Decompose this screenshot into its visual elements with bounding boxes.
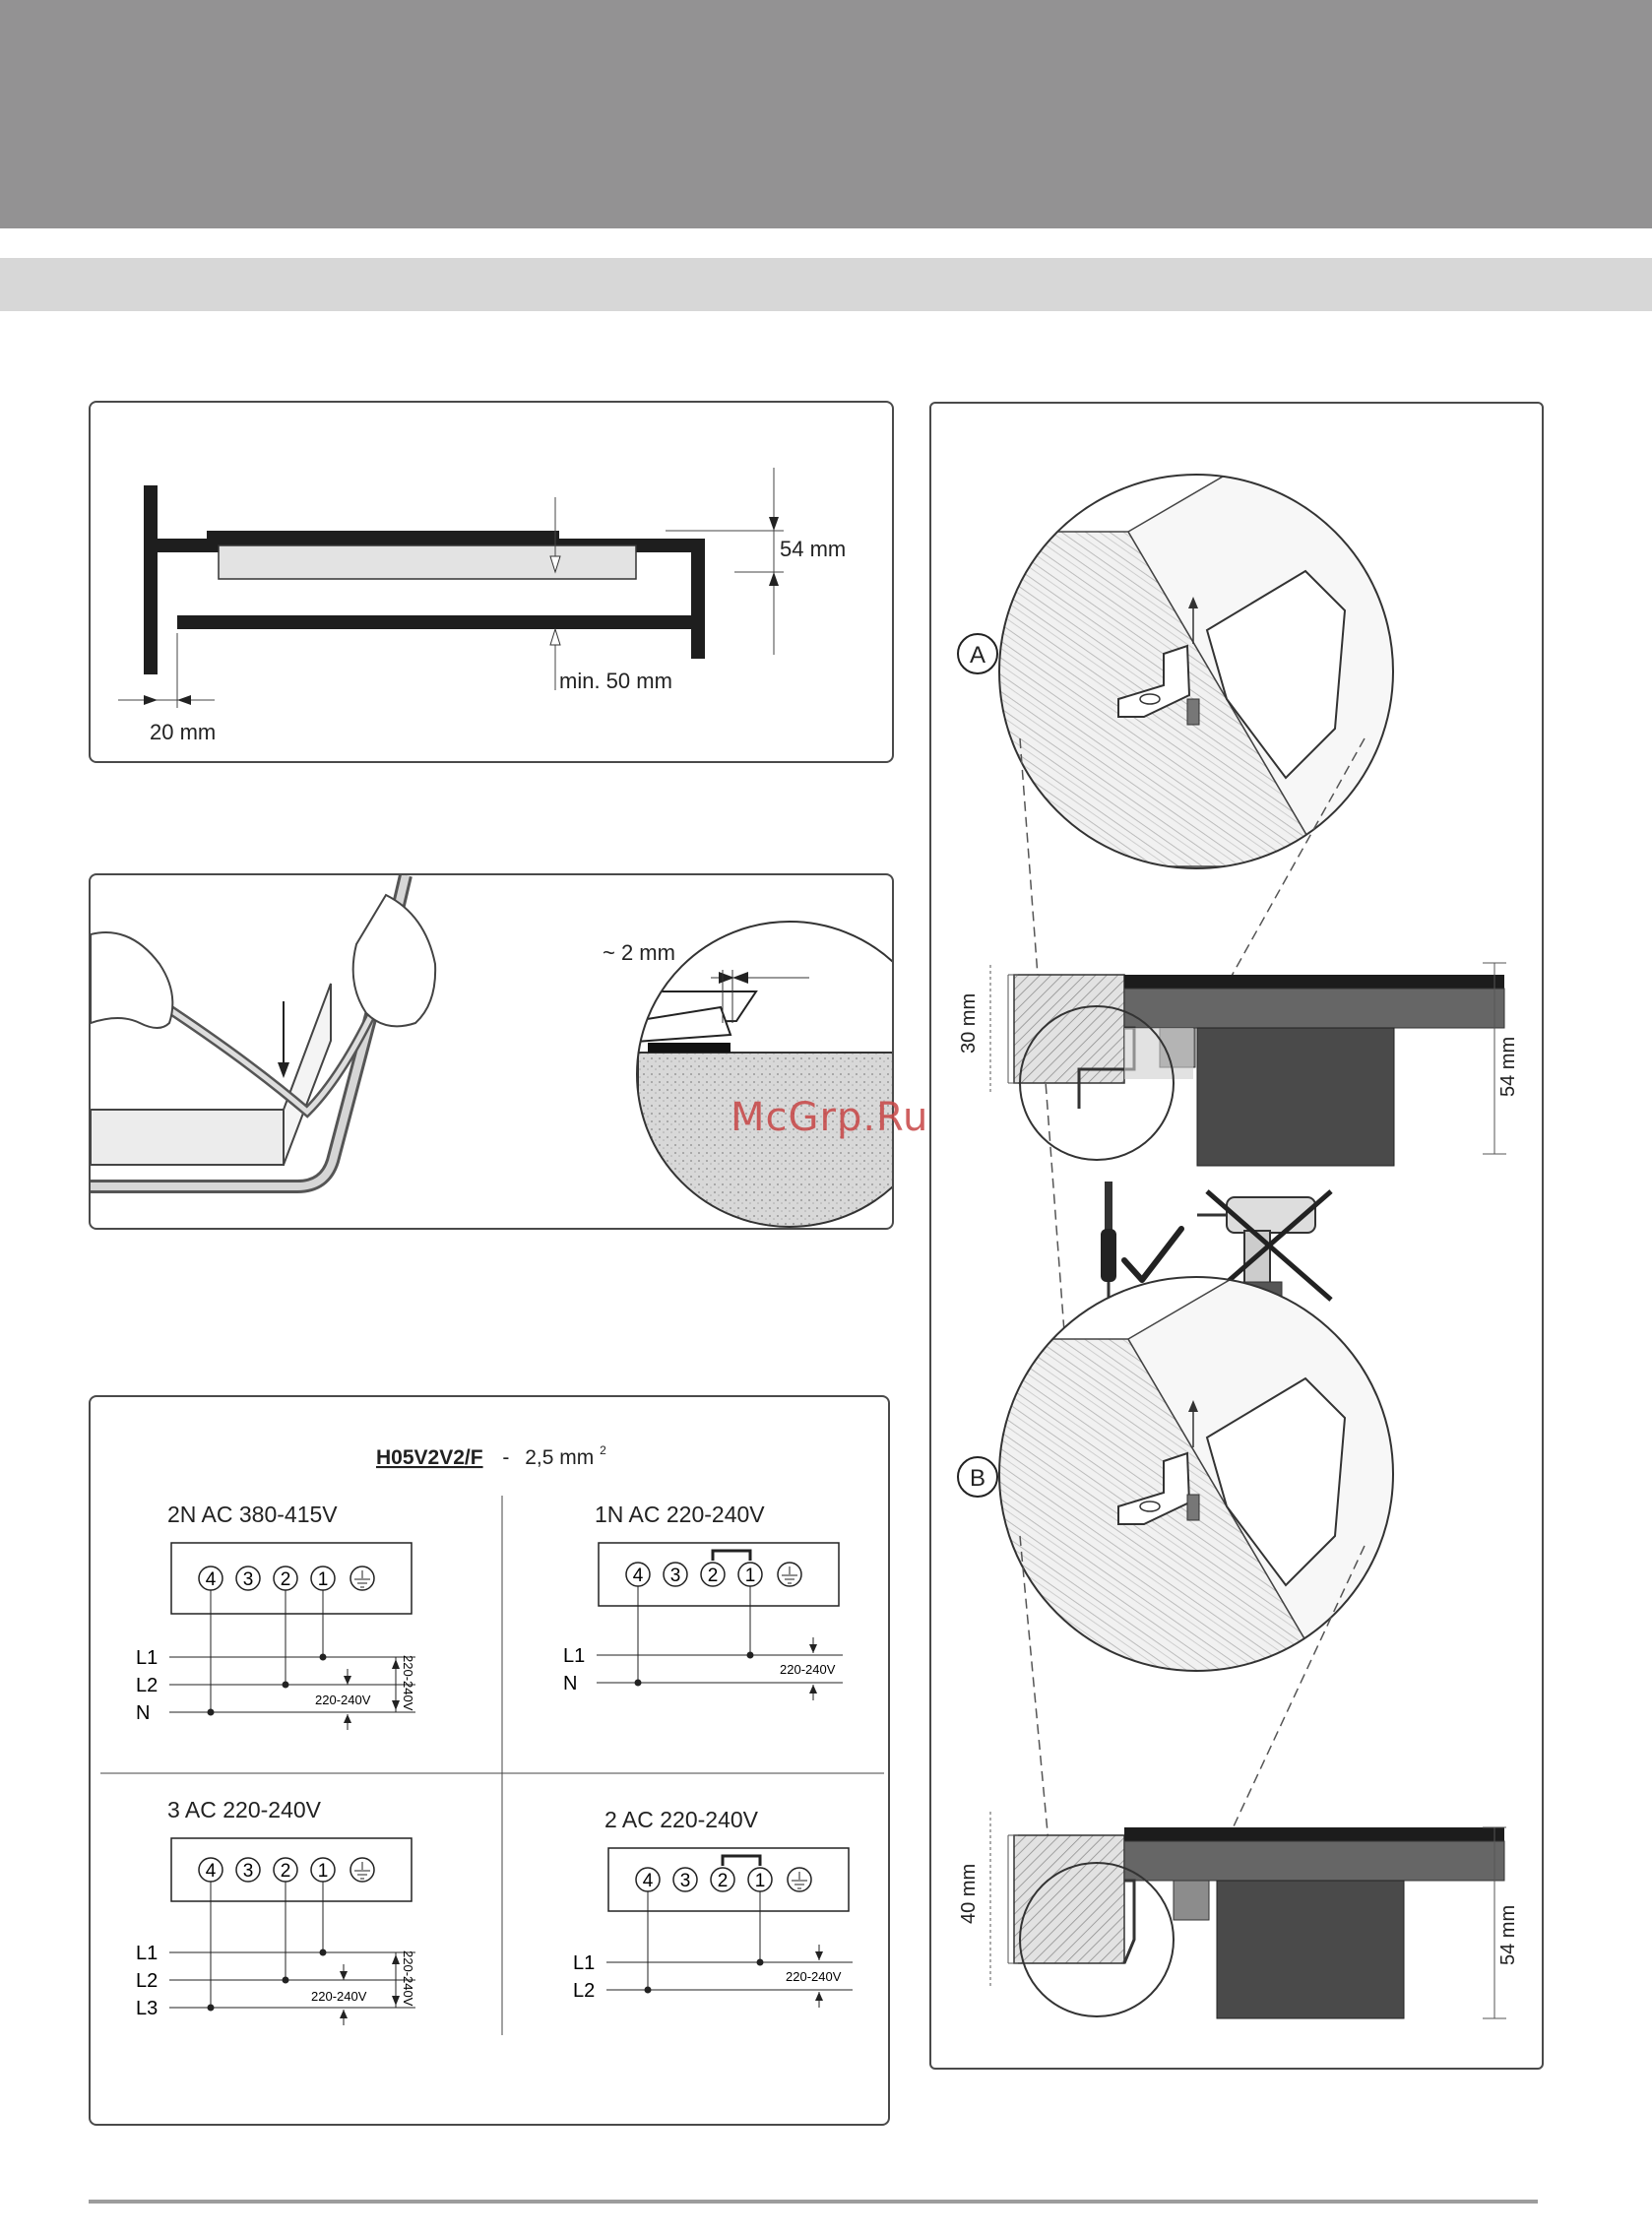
terminal-4: [199, 1858, 222, 1882]
terminal-1: [738, 1563, 762, 1586]
height-54mm-label: 54 mm: [780, 537, 847, 561]
wiring-diagram-1n-ac: [563, 1502, 843, 1700]
svg-text:4: 4: [205, 1569, 217, 1590]
voltage-label: 220-240V: [401, 1655, 415, 1711]
svg-text:1: 1: [744, 1566, 756, 1586]
line-label: L3: [136, 1998, 159, 2019]
cable-section: 2,5 mm: [525, 1446, 595, 1469]
wiring-diagrams: [91, 1397, 888, 2124]
svg-text:2: 2: [280, 1569, 291, 1590]
svg-text:4: 4: [205, 1861, 217, 1882]
terminal-3: [236, 1566, 260, 1590]
seal-diagram: [91, 875, 892, 1228]
svg-text:1: 1: [317, 1569, 329, 1590]
terminal-2: [701, 1563, 725, 1586]
svg-text:H05V2V2/F - 2,5 mm: [376, 1443, 606, 1469]
checkmark-icon: [1124, 1229, 1181, 1280]
terminal-4: [636, 1868, 660, 1891]
svg-text:3: 3: [669, 1566, 681, 1586]
line-label: L2: [136, 1675, 159, 1696]
terminal-1: [311, 1858, 335, 1882]
detail-a-marker: [958, 634, 997, 673]
detail-a-zoom: [990, 463, 1404, 876]
detail-b-zoom: [990, 1270, 1404, 1684]
line-label: N: [136, 1702, 151, 1724]
diagram-title: 2 AC 220-240V: [604, 1807, 759, 1832]
a-depth-label: 30 mm: [958, 992, 980, 1054]
terminal-4: [199, 1566, 222, 1590]
header-band: [0, 0, 1652, 228]
diagram-title: 3 AC 220-240V: [167, 1797, 322, 1822]
terminal-2: [274, 1566, 297, 1590]
footer-divider: [89, 2200, 1538, 2204]
wiring-diagram-2n-ac: [136, 1502, 415, 1730]
line-label: L1: [563, 1645, 586, 1667]
line-label: L2: [573, 1980, 596, 2002]
svg-text:2: 2: [717, 1871, 729, 1891]
diagram-title: 1N AC 220-240V: [595, 1502, 765, 1527]
terminal-3: [673, 1868, 697, 1891]
brackets-panel: [929, 402, 1544, 2070]
side-gap-label: 20 mm: [150, 720, 217, 744]
cable-separator: -: [502, 1446, 510, 1469]
detail-b-marker: [958, 1457, 997, 1497]
brackets-diagram: [931, 404, 1542, 2068]
terminal-3: [664, 1563, 687, 1586]
svg-text:1: 1: [317, 1861, 329, 1882]
diagram-title: 2N AC 380-415V: [167, 1502, 338, 1527]
min-clearance-label: min. 50 mm: [559, 669, 672, 693]
ground-icon: [350, 1858, 374, 1882]
ground-icon: [788, 1868, 811, 1891]
svg-text:3: 3: [242, 1861, 254, 1882]
cable-spec: H05V2V2/F: [376, 1446, 483, 1469]
cable-section-sup: 2: [600, 1443, 606, 1457]
voltage-label: 220-240V: [315, 1693, 371, 1707]
ground-icon: [350, 1566, 374, 1590]
terminal-2: [274, 1858, 297, 1882]
detail-b-label: B: [969, 1465, 986, 1492]
watermark: McGrp.Ru: [731, 1095, 929, 1140]
wiring-panel: [89, 1395, 890, 2126]
a-height-label: 54 mm: [1497, 1036, 1519, 1097]
svg-text:2: 2: [280, 1861, 291, 1882]
subheader-band: [0, 258, 1652, 311]
wiring-diagram-2-ac: [573, 1807, 853, 2008]
line-label: L1: [573, 1952, 596, 1974]
dimensions-diagram: [91, 403, 892, 761]
b-height-label: 54 mm: [1497, 1904, 1519, 1965]
svg-text:1: 1: [754, 1871, 766, 1891]
svg-text:3: 3: [679, 1871, 691, 1891]
svg-text:4: 4: [642, 1871, 654, 1891]
voltage-label: 220-240V: [311, 1989, 367, 2004]
voltage-label: 220-240V: [780, 1662, 836, 1677]
seal-gap-label: ~ 2 mm: [603, 940, 675, 965]
detail-a-label: A: [969, 642, 986, 669]
svg-text:4: 4: [632, 1566, 644, 1586]
voltage-label: 220-240V: [401, 1950, 415, 2007]
b-depth-label: 40 mm: [958, 1863, 980, 1924]
terminal-4: [626, 1563, 650, 1586]
line-label: L1: [136, 1943, 159, 1964]
wiring-diagram-3-ac: [136, 1797, 415, 2025]
line-label: L2: [136, 1970, 159, 1992]
terminal-2: [711, 1868, 734, 1891]
line-label: L1: [136, 1647, 159, 1669]
terminal-3: [236, 1858, 260, 1882]
section-a: [958, 963, 1519, 1166]
terminal-1: [311, 1566, 335, 1590]
svg-text:2: 2: [707, 1566, 719, 1586]
ground-icon: [778, 1563, 801, 1586]
svg-text:3: 3: [242, 1569, 254, 1590]
screwdriver-icon: [1101, 1182, 1116, 1306]
voltage-label: 220-240V: [786, 1969, 842, 1984]
line-label: N: [563, 1673, 578, 1694]
section-b: [958, 1812, 1519, 2018]
dimensions-panel: [89, 401, 894, 763]
seal-panel: [89, 873, 894, 1230]
terminal-1: [748, 1868, 772, 1891]
